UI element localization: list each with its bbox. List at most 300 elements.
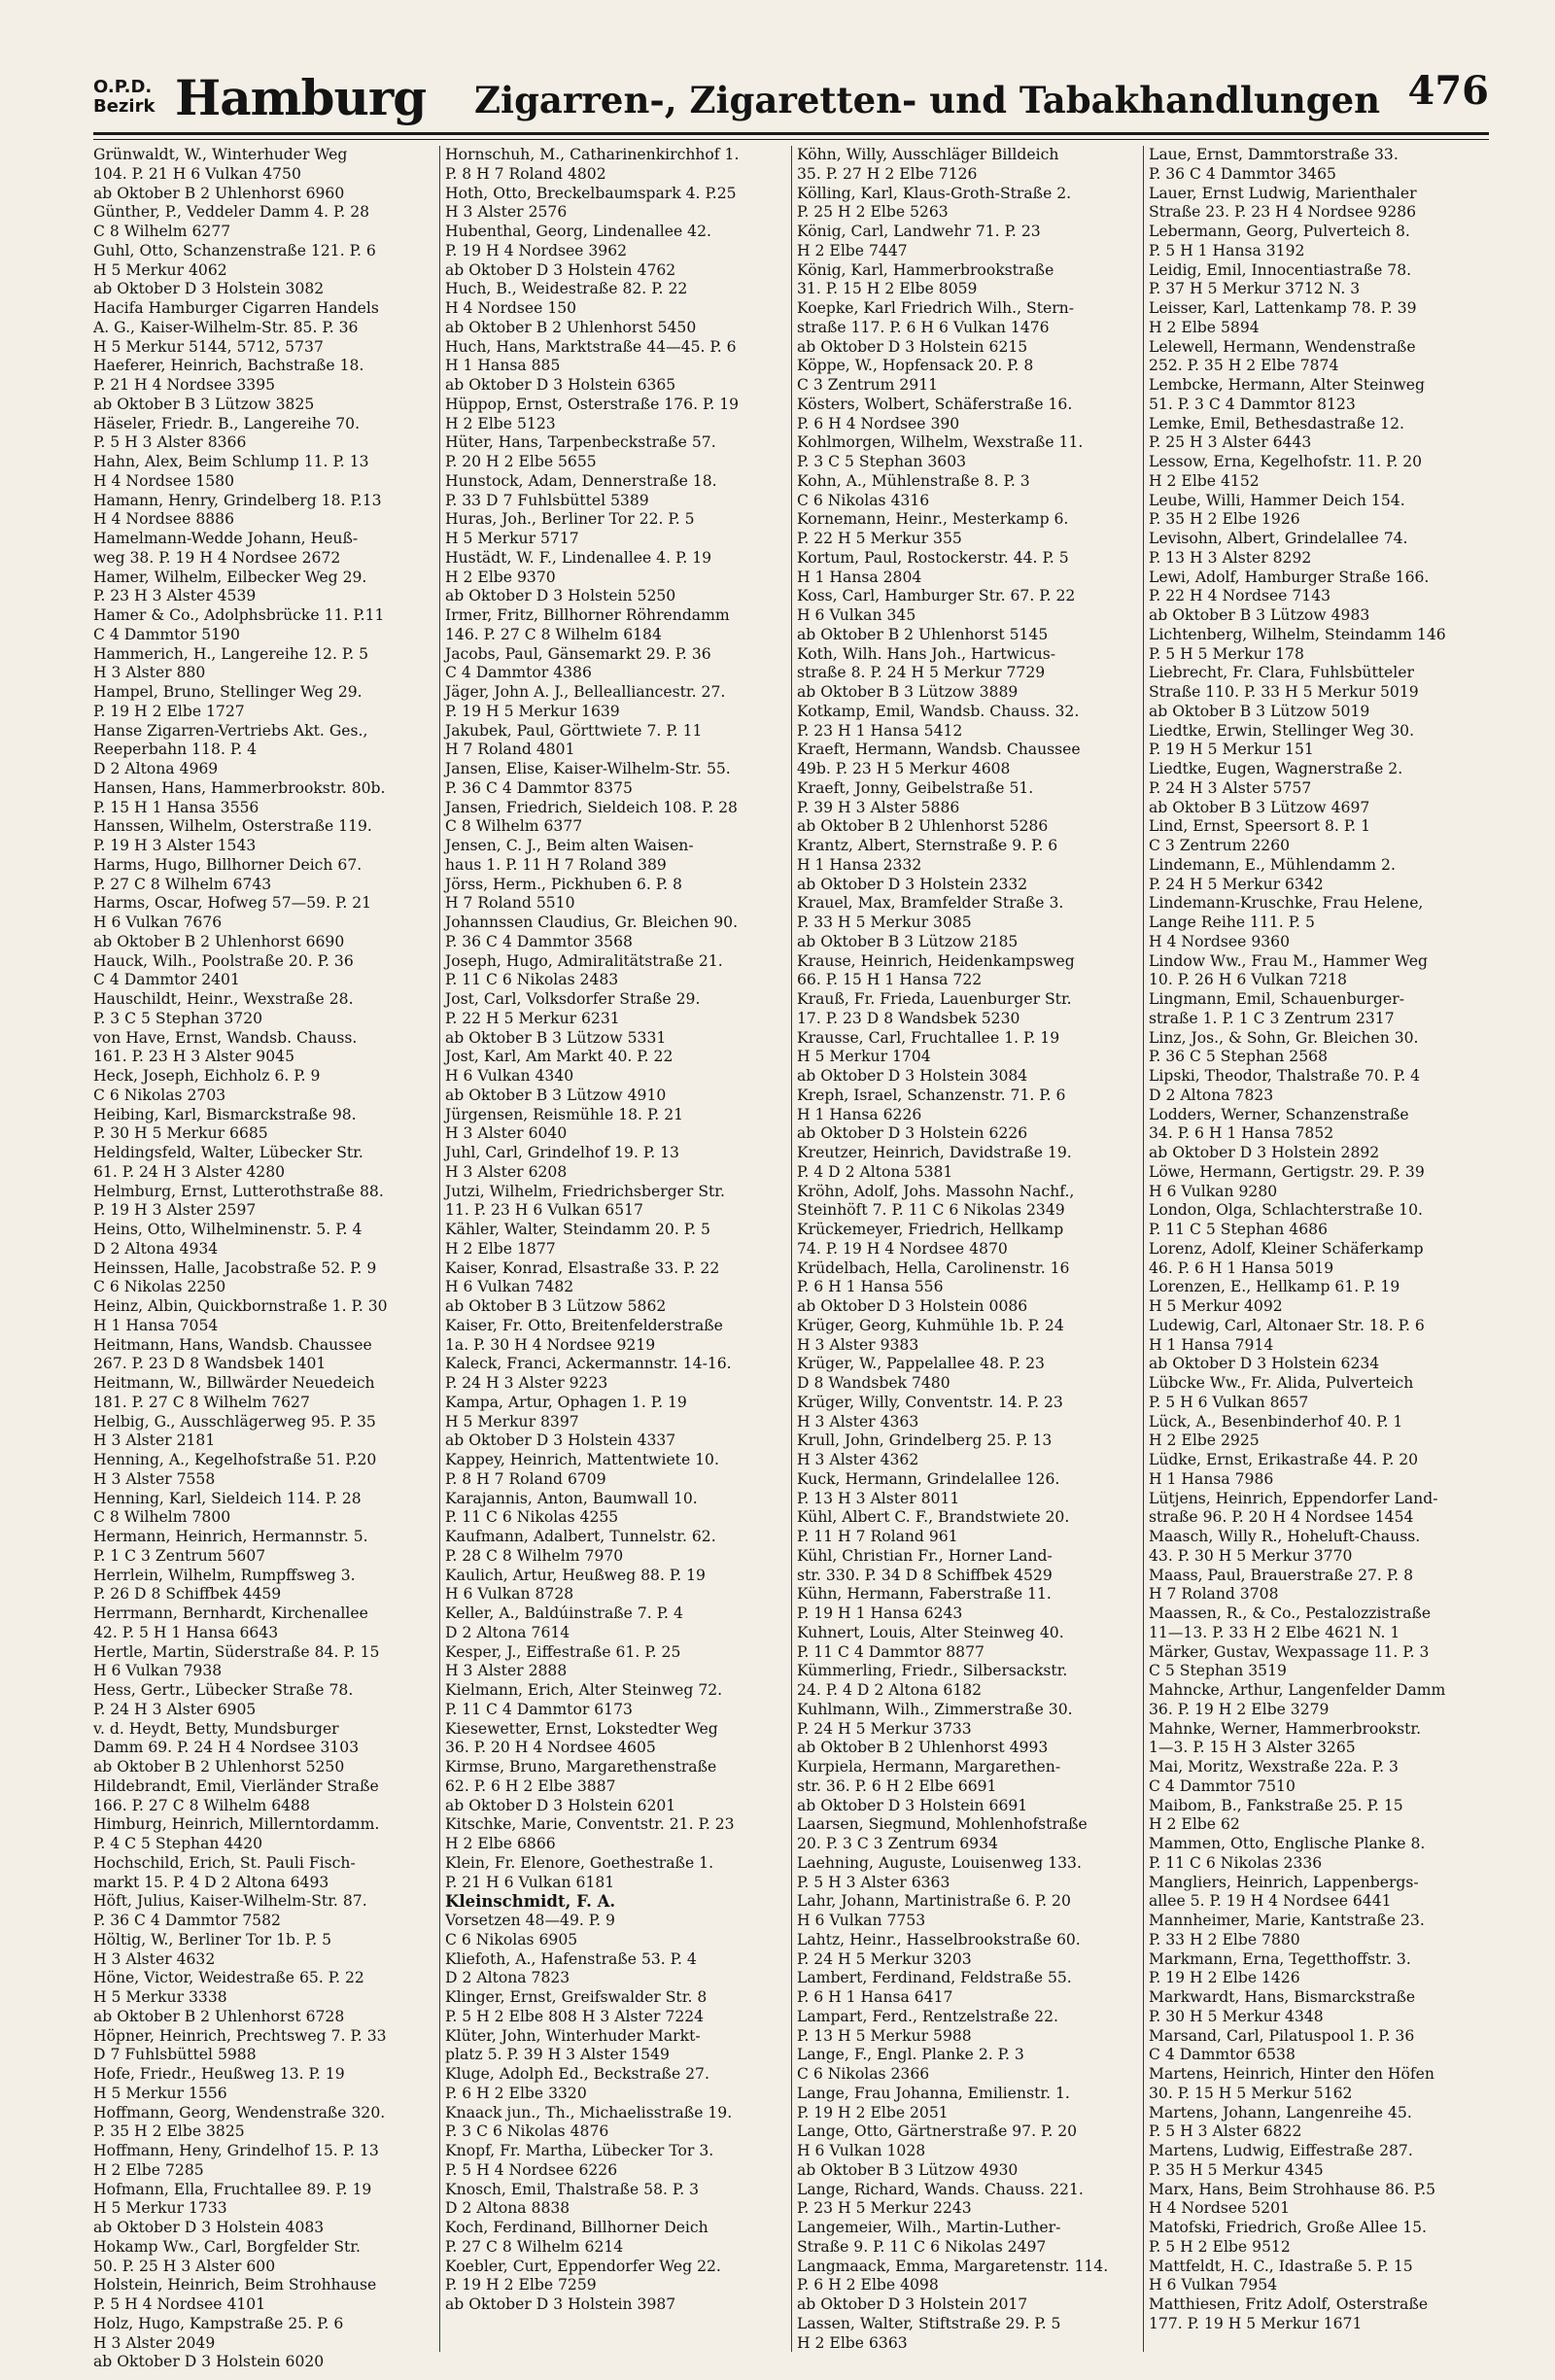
listing-line: D 2 Altona 4934 bbox=[93, 1239, 219, 1258]
listing-line: Himburg, Heinrich, Millerntordamm. bbox=[93, 1815, 380, 1834]
listing-line: P. 5 H 1 Hansa 3192 bbox=[1149, 241, 1305, 259]
listing-line: Höne, Victor, Weidestraße 65. P. 22 bbox=[93, 1969, 364, 1987]
listing-line: ab Oktober B 2 Uhlenhorst 6960 bbox=[93, 184, 345, 202]
listing-line: P. 3 C 5 Stephan 3603 bbox=[797, 453, 967, 470]
listing-line: Liedtke, Erwin, Stellinger Weg 30. bbox=[1149, 721, 1415, 740]
listing-line: Günther, P., Veddeler Damm 4. P. 28 bbox=[93, 203, 370, 222]
column-divider bbox=[1143, 146, 1144, 2352]
listing-line: H 3 Alster 880 bbox=[93, 664, 206, 682]
listing-line: H 6 Vulkan 345 bbox=[797, 606, 916, 624]
listing-line: P. 35 H 2 Elbe 3825 bbox=[93, 2122, 245, 2141]
listing-line: P. 11 H 7 Roland 961 bbox=[797, 1528, 958, 1545]
listing-line: Juhl, Carl, Grindelhof 19. P. 13 bbox=[445, 1144, 679, 1161]
listing-line: Straße 9. P. 11 C 6 Nikolas 2497 bbox=[797, 2237, 1047, 2256]
listing-line: König, Karl, Hammerbrookstraße bbox=[797, 260, 1054, 279]
listing-line: Jansen, Elise, Kaiser-Wilhelm-Str. 55. bbox=[445, 760, 731, 777]
listing-line: Kornemann, Heinr., Mesterkamp 6. bbox=[797, 510, 1069, 529]
listing-line: P. 25 H 2 Elbe 5263 bbox=[797, 203, 949, 222]
listing-line: Vorsetzen 48—49. P. 9 bbox=[445, 1912, 615, 1929]
listing-line: Kampa, Artur, Ophagen 1. P. 19 bbox=[445, 1393, 687, 1411]
listing-line: Hamann, Henry, Grindelberg 18. P.13 bbox=[93, 491, 382, 509]
listing-line: 34. P. 6 H 1 Hansa 7852 bbox=[1149, 1124, 1334, 1143]
listing-line: P. 22 H 5 Merkur 6231 bbox=[445, 1009, 620, 1027]
listing-line: 11. P. 23 H 6 Vulkan 6517 bbox=[445, 1201, 643, 1220]
listing-line: Leube, Willi, Hammer Deich 154. bbox=[1149, 491, 1405, 509]
listing-line: Kohlmorgen, Wilhelm, Wexstraße 11. bbox=[797, 433, 1084, 452]
listing-line: Mai, Moritz, Wexstraße 22a. P. 3 bbox=[1149, 1758, 1399, 1776]
listing-line: Kaulich, Artur, Heußweg 88. P. 19 bbox=[445, 1566, 706, 1584]
listing-line: C 8 Wilhelm 6277 bbox=[93, 223, 231, 240]
listing-line: Höft, Julius, Kaiser-Wilhelm-Str. 87. bbox=[93, 1892, 367, 1911]
listing-line: markt 15. P. 4 D 2 Altona 6493 bbox=[93, 1873, 329, 1891]
listing-line: P. 5 H 3 Alster 6363 bbox=[797, 1873, 950, 1891]
listing-line: ab Oktober D 3 Holstein 4337 bbox=[445, 1431, 676, 1450]
listing-line: Lorenz, Adolf, Kleiner Schäferkamp bbox=[1149, 1239, 1424, 1258]
listing-line: H 7 Roland 5510 bbox=[445, 894, 575, 913]
listing-line: P. 36 C 4 Dammtor 3568 bbox=[445, 932, 633, 950]
listing-line: C 6 Nikolas 6905 bbox=[445, 1930, 578, 1949]
listing-line: P. 21 H 6 Vulkan 6181 bbox=[445, 1873, 615, 1891]
listing-line: Knaack jun., Th., Michaelisstraße 19. bbox=[445, 2103, 733, 2121]
listing-line: Lembcke, Hermann, Alter Steinweg bbox=[1149, 376, 1425, 394]
listing-line: H 2 Elbe 4152 bbox=[1149, 471, 1260, 490]
listing-line: Jäger, John A. J., Bellealliancestr. 27. bbox=[445, 683, 726, 701]
listing-line: Lübcke Ww., Fr. Alida, Pulverteich bbox=[1149, 1374, 1414, 1392]
listing-line: H 3 Alster 2576 bbox=[445, 203, 568, 222]
listing-line: 36. P. 20 H 4 Nordsee 4605 bbox=[445, 1739, 656, 1757]
listing-line: Klinger, Ernst, Greifswalder Str. 8 bbox=[445, 1988, 708, 2006]
listing-line: Hüppop, Ernst, Osterstraße 176. P. 19 bbox=[445, 395, 740, 413]
listing-line: H 3 Alster 9383 bbox=[797, 1335, 919, 1354]
listing-line: Lahtz, Heinr., Hasselbrookstraße 60. bbox=[797, 1930, 1081, 1949]
listing-line: Lelewell, Hermann, Wendenstraße bbox=[1149, 337, 1416, 356]
bezirk-label: Bezirk bbox=[93, 96, 156, 117]
listing-line: 42. P. 5 H 1 Hansa 6643 bbox=[93, 1623, 279, 1641]
listing-line: Hunstock, Adam, Dennerstraße 18. bbox=[445, 471, 717, 490]
listing-line: Irmer, Fritz, Billhorner Röhrendamm bbox=[445, 606, 730, 624]
listing-line: Matthiesen, Fritz Adolf, Osterstraße bbox=[1149, 2295, 1429, 2313]
listing-line: Lingmann, Emil, Schauenburger- bbox=[1149, 990, 1404, 1008]
listing-line: P. 19 H 2 Elbe 1727 bbox=[93, 702, 245, 720]
listing-line: D 2 Altona 4969 bbox=[93, 760, 219, 777]
listing-line: Martens, Heinrich, Hinter den Höfen bbox=[1149, 2065, 1434, 2083]
listing-line: Harms, Oscar, Hofweg 57—59. P. 21 bbox=[93, 894, 372, 913]
listing-line: London, Olga, Schlachterstraße 10. bbox=[1149, 1201, 1423, 1220]
listing-line: C 3 Zentrum 2260 bbox=[1149, 837, 1291, 854]
listing-line: H 2 Elbe 5894 bbox=[1149, 318, 1260, 336]
listing-line: ab Oktober B 3 Lützow 4983 bbox=[1149, 606, 1370, 624]
listing-line: H 4 Nordsee 150 bbox=[445, 299, 577, 317]
listing-line: Hüter, Hans, Tarpenbeckstraße 57. bbox=[445, 433, 716, 452]
listing-line: Hampel, Bruno, Stellinger Weg 29. bbox=[93, 683, 363, 701]
listing-line: H 3 Alster 6208 bbox=[445, 1162, 568, 1181]
listing-line: Kohn, A., Mühlenstraße 8. P. 3 bbox=[797, 471, 1030, 490]
listing-line: Heins, Otto, Wilhelminenstr. 5. P. 4 bbox=[93, 1221, 363, 1238]
listing-line: ab Oktober B 3 Lützow 5019 bbox=[1149, 702, 1370, 720]
listing-line: Damm 69. P. 24 H 4 Nordsee 3103 bbox=[93, 1739, 360, 1757]
listing-line: H 6 Vulkan 7938 bbox=[93, 1662, 223, 1680]
listing-line: Kurpiela, Hermann, Margarethen- bbox=[797, 1758, 1061, 1776]
listing-line: 35. P. 27 H 2 Elbe 7126 bbox=[797, 164, 978, 183]
listing-line: P. 24 H 5 Merkur 6342 bbox=[1149, 875, 1324, 893]
listing-line: Henning, A., Kegelhofstraße 51. P.20 bbox=[93, 1451, 377, 1468]
listing-line: Jensen, C. J., Beim alten Waisen- bbox=[445, 837, 694, 854]
listing-line: ab Oktober B 3 Lützow 5331 bbox=[445, 1028, 667, 1047]
listing-line: C 4 Dammtor 6538 bbox=[1149, 2046, 1296, 2064]
listing-line: Hamer & Co., Adolphsbrücke 11. P.11 bbox=[93, 606, 385, 624]
listing-line: Lebermann, Georg, Pulverteich 8. bbox=[1149, 223, 1410, 240]
listing-line: Lorenzen, E., Hellkamp 61. P. 19 bbox=[1149, 1278, 1400, 1296]
listing-line: 10. P. 26 H 6 Vulkan 7218 bbox=[1149, 971, 1347, 989]
listing-line: H 3 Alster 2181 bbox=[93, 1431, 216, 1450]
listing-line: Kluge, Adolph Ed., Beckstraße 27. bbox=[445, 2065, 709, 2083]
listing-line: 177. P. 19 H 5 Merkur 1671 bbox=[1149, 2314, 1363, 2332]
listing-line: Lauer, Ernst Ludwig, Marienthaler bbox=[1149, 184, 1417, 202]
listing-line: Häseler, Friedr. B., Langereihe 70. bbox=[93, 414, 361, 432]
listing-line: H 3 Alster 2049 bbox=[93, 2333, 216, 2352]
listing-line: H 6 Vulkan 9280 bbox=[1149, 1182, 1278, 1200]
listing-line: Lessow, Erna, Kegelhofstr. 11. P. 20 bbox=[1149, 453, 1423, 470]
listing-line: 146. P. 27 C 8 Wilhelm 6184 bbox=[445, 625, 662, 643]
listing-line: Kleinschmidt, F. A. bbox=[445, 1892, 616, 1912]
listing-line: Köppe, W., Hopfensack 20. P. 8 bbox=[797, 357, 1034, 375]
listing-line: straße 1. P. 1 C 3 Zentrum 2317 bbox=[1149, 1009, 1395, 1027]
opd-abbrev: O.P.D. bbox=[93, 77, 153, 97]
listing-line: H 2 Elbe 5123 bbox=[445, 414, 556, 432]
listing-line: Guhl, Otto, Schanzenstraße 121. P. 6 bbox=[93, 241, 376, 259]
listing-line: Huras, Joh., Berliner Tor 22. P. 5 bbox=[445, 510, 695, 529]
listing-line: P. 5 H 2 Elbe 808 H 3 Alster 7224 bbox=[445, 2007, 705, 2025]
listing-line: Hamelmann-Wedde Johann, Heuß- bbox=[93, 530, 359, 547]
listing-line: Lange, Richard, Wands. Chauss. 221. bbox=[797, 2180, 1084, 2198]
listing-line: Kesper, J., Eiffestraße 61. P. 25 bbox=[445, 1642, 681, 1661]
listing-line: Levisohn, Albert, Grindelallee 74. bbox=[1149, 530, 1408, 547]
listing-line: platz 5. P. 39 H 3 Alster 1549 bbox=[445, 2046, 670, 2064]
listing-line: ab Oktober D 3 Holstein 5250 bbox=[445, 587, 676, 605]
listing-line: ab Oktober D 3 Holstein 3987 bbox=[445, 2295, 676, 2313]
listing-line: straße 8. P. 24 H 5 Merkur 7729 bbox=[797, 664, 1046, 682]
listing-line: 46. P. 6 H 1 Hansa 5019 bbox=[1149, 1259, 1334, 1277]
listing-line: Lindemann, E., Mühlendamm 2. bbox=[1149, 855, 1396, 874]
listing-line: P. 35 H 2 Elbe 1926 bbox=[1149, 510, 1300, 529]
listing-line: C 3 Zentrum 2911 bbox=[797, 376, 939, 394]
listing-line: P. 6 H 4 Nordsee 390 bbox=[797, 414, 960, 432]
listing-line: H 6 Vulkan 8728 bbox=[445, 1585, 574, 1604]
listing-line: Hochschild, Erich, St. Pauli Fisch- bbox=[93, 1853, 356, 1872]
listing-line: Lange Reihe 111. P. 5 bbox=[1149, 914, 1315, 931]
header-rule-thin bbox=[93, 139, 1489, 140]
listing-line: H 2 Elbe 9370 bbox=[445, 568, 556, 586]
listing-line: P. 11 C 6 Nikolas 4255 bbox=[445, 1508, 619, 1527]
listing-line: Hess, Gertr., Lübecker Straße 78. bbox=[93, 1681, 354, 1699]
listing-line: Heck, Joseph, Eichholz 6. P. 9 bbox=[93, 1067, 321, 1085]
listing-line: Hauschildt, Heinr., Wexstraße 28. bbox=[93, 990, 354, 1008]
listing-line: Hoffmann, Heny, Grindelhof 15. P. 13 bbox=[93, 2142, 379, 2159]
listing-line: Lange, Frau Johanna, Emilienstr. 1. bbox=[797, 2084, 1070, 2102]
listing-line: P. 6 H 1 Hansa 6417 bbox=[797, 1988, 953, 2006]
listing-line: Laue, Ernst, Dammtorstraße 33. bbox=[1149, 146, 1399, 163]
listing-line: Kortum, Paul, Rostockerstr. 44. P. 5 bbox=[797, 548, 1069, 567]
listing-line: Maibom, B., Fankstraße 25. P. 15 bbox=[1149, 1796, 1403, 1814]
listing-line: Laehning, Auguste, Louisenweg 133. bbox=[797, 1853, 1082, 1872]
listing-line: Jacobs, Paul, Gänsemarkt 29. P. 36 bbox=[445, 644, 711, 663]
listing-line: Koch, Ferdinand, Billhorner Deich bbox=[445, 2219, 708, 2236]
listing-line: ab Oktober D 3 Holstein 6215 bbox=[797, 337, 1028, 356]
listing-line: Lindemann-Kruschke, Frau Helene, bbox=[1149, 894, 1424, 913]
listing-line: Herrmann, Bernhardt, Kirchenallee bbox=[93, 1604, 368, 1622]
listing-line: P. 27 C 8 Wilhelm 6743 bbox=[93, 875, 272, 893]
listing-line: H 3 Alster 4363 bbox=[797, 1412, 919, 1431]
listing-line: Johannssen Claudius, Gr. Bleichen 90. bbox=[445, 914, 739, 931]
listing-line: P. 4 D 2 Altona 5381 bbox=[797, 1162, 953, 1181]
listing-line: P. 11 C 4 Dammtor 6173 bbox=[445, 1700, 633, 1718]
listing-line: von Have, Ernst, Wandsb. Chauss. bbox=[93, 1028, 358, 1047]
listing-line: haus 1. P. 11 H 7 Roland 389 bbox=[445, 855, 667, 874]
listing-line: Kümmerling, Friedr., Silbersackstr. bbox=[797, 1662, 1068, 1680]
listing-line: 62. P. 6 H 2 Elbe 3887 bbox=[445, 1776, 616, 1795]
listing-line: P. 6 H 2 Elbe 3320 bbox=[445, 2084, 587, 2102]
listing-line: Maasch, Willy R., Hoheluft-Chauss. bbox=[1149, 1528, 1421, 1545]
listing-line: 24. P. 4 D 2 Altona 6182 bbox=[797, 1681, 983, 1699]
listing-line: Lahr, Johann, Martinistraße 6. P. 20 bbox=[797, 1892, 1071, 1911]
listing-line: C 4 Dammtor 2401 bbox=[93, 971, 240, 989]
listing-line: Heibing, Karl, Bismarckstraße 98. bbox=[93, 1105, 357, 1123]
listing-line: Kösters, Wolbert, Schäferstraße 16. bbox=[797, 395, 1073, 413]
listing-line: H 4 Nordsee 9360 bbox=[1149, 932, 1291, 950]
listing-line: P. 24 H 5 Merkur 3203 bbox=[797, 1949, 972, 1968]
listing-line: Kölling, Karl, Klaus-Groth-Straße 2. bbox=[797, 184, 1072, 202]
listing-line: 17. P. 23 D 8 Wandsbek 5230 bbox=[797, 1009, 1020, 1027]
listing-line: P. 5 H 3 Alster 6822 bbox=[1149, 2122, 1302, 2141]
listing-line: Kühl, Albert C. F., Brandstwiete 20. bbox=[797, 1508, 1070, 1527]
listing-line: Marsand, Carl, Pilatuspool 1. P. 36 bbox=[1149, 2026, 1415, 2045]
listing-line: P. 24 H 3 Alster 5757 bbox=[1149, 778, 1312, 797]
listing-line: P. 19 H 5 Merkur 151 bbox=[1149, 741, 1314, 759]
listing-line: Leisser, Karl, Lattenkamp 78. P. 39 bbox=[1149, 299, 1417, 317]
listing-line: ab Oktober B 3 Lützow 2185 bbox=[797, 932, 1019, 950]
listing-line: ab Oktober B 2 Uhlenhorst 6728 bbox=[93, 2007, 345, 2025]
listing-line: ab Oktober B 2 Uhlenhorst 4993 bbox=[797, 1739, 1049, 1757]
listing-line: P. 19 H 2 Elbe 1426 bbox=[1149, 1969, 1300, 1987]
listing-line: Klüter, John, Winterhuder Markt- bbox=[445, 2026, 701, 2045]
listing-line: Heinz, Albin, Quickbornstraße 1. P. 30 bbox=[93, 1297, 388, 1315]
listing-line: H 6 Vulkan 1028 bbox=[797, 2142, 926, 2159]
listing-line: P. 19 H 2 Elbe 7259 bbox=[445, 2276, 597, 2294]
listing-line: P. 27 C 8 Wilhelm 6214 bbox=[445, 2237, 624, 2256]
listing-line: Märker, Gustav, Wexpassage 11. P. 3 bbox=[1149, 1642, 1430, 1661]
listing-line: Herrlein, Wilhelm, Rumpffsweg 3. bbox=[93, 1566, 356, 1584]
listing-line: H 6 Vulkan 7482 bbox=[445, 1278, 574, 1296]
listing-line: Hofe, Friedr., Heußweg 13. P. 19 bbox=[93, 2065, 345, 2083]
listing-line: Krüger, W., Pappelallee 48. P. 23 bbox=[797, 1355, 1045, 1373]
listing-line: P. 36 C 4 Dammtor 3465 bbox=[1149, 164, 1336, 183]
listing-line: H 6 Vulkan 7676 bbox=[93, 914, 223, 931]
listing-line: Mannheimer, Marie, Kantstraße 23. bbox=[1149, 1912, 1425, 1929]
listing-line: Holstein, Heinrich, Beim Strohhause bbox=[93, 2276, 377, 2294]
listing-line: Hoffmann, Georg, Wendenstraße 320. bbox=[93, 2103, 386, 2121]
listing-line: C 6 Nikolas 4316 bbox=[797, 491, 930, 509]
listing-line: H 6 Vulkan 7753 bbox=[797, 1912, 926, 1929]
listing-line: D 2 Altona 8838 bbox=[445, 2199, 570, 2218]
listing-line: Steinhöft 7. P. 11 C 6 Nikolas 2349 bbox=[797, 1201, 1065, 1220]
listing-line: ab Oktober B 3 Lützow 3825 bbox=[93, 395, 315, 413]
listing-line: Lipski, Theodor, Thalstraße 70. P. 4 bbox=[1149, 1067, 1421, 1085]
listing-line: 30. P. 15 H 5 Merkur 5162 bbox=[1149, 2084, 1353, 2102]
listing-line: 1a. P. 30 H 4 Nordsee 9219 bbox=[445, 1335, 656, 1354]
listing-line: Koss, Carl, Hamburger Str. 67. P. 22 bbox=[797, 587, 1076, 605]
listing-line: Lind, Ernst, Speersort 8. P. 1 bbox=[1149, 817, 1370, 836]
listing-line: ab Oktober B 2 Uhlenhorst 5450 bbox=[445, 318, 697, 336]
listing-line: C 4 Dammtor 7510 bbox=[1149, 1776, 1296, 1795]
listing-line: Reeperbahn 118. P. 4 bbox=[93, 741, 258, 759]
listing-line: P. 24 H 5 Merkur 3733 bbox=[797, 1719, 972, 1738]
listing-line: P. 23 H 5 Merkur 2243 bbox=[797, 2199, 972, 2218]
listing-line: Kuck, Hermann, Grindelallee 126. bbox=[797, 1469, 1060, 1488]
listing-line: Kaiser, Konrad, Elsastraße 33. P. 22 bbox=[445, 1259, 720, 1277]
listing-line: Maassen, R., & Co., Pestalozzistraße bbox=[1149, 1604, 1432, 1622]
listing-line: ab Oktober B 3 Lützow 4697 bbox=[1149, 798, 1370, 816]
listing-column-3 bbox=[797, 146, 1137, 2352]
listing-line: Ludewig, Carl, Altonaer Str. 18. P. 6 bbox=[1149, 1316, 1425, 1334]
listing-line: P. 19 H 4 Nordsee 3962 bbox=[445, 241, 628, 259]
listing-line: Martens, Ludwig, Eiffestraße 287. bbox=[1149, 2142, 1413, 2159]
listing-line: Kaleck, Franci, Ackermannstr. 14-16. bbox=[445, 1355, 732, 1373]
listing-line: P. 33 D 7 Fuhlsbüttel 5389 bbox=[445, 491, 649, 509]
listing-line: Kraeft, Hermann, Wandsb. Chaussee bbox=[797, 741, 1081, 759]
listing-line: C 5 Stephan 3519 bbox=[1149, 1662, 1287, 1680]
listing-line: Hacifa Hamburger Cigarren Handels bbox=[93, 299, 379, 317]
listing-line: Linz, Jos., & Sohn, Gr. Bleichen 30. bbox=[1149, 1028, 1419, 1047]
listing-line: 50. P. 25 H 3 Alster 600 bbox=[93, 2257, 276, 2275]
listing-line: P. 5 H 2 Elbe 9512 bbox=[1149, 2237, 1291, 2256]
listing-line: Mammen, Otto, Englische Planke 8. bbox=[1149, 1835, 1426, 1852]
listing-line: H 2 Elbe 7447 bbox=[797, 241, 908, 259]
listing-line: Hanssen, Wilhelm, Osterstraße 119. bbox=[93, 817, 372, 836]
listing-line: 181. P. 27 C 8 Wilhelm 7627 bbox=[93, 1393, 310, 1411]
listing-line: ab Oktober B 3 Lützow 4910 bbox=[445, 1086, 667, 1104]
listing-line: Koepke, Karl Friedrich Wilh., Stern- bbox=[797, 299, 1074, 317]
listing-line: H 5 Merkur 3338 bbox=[93, 1988, 227, 2006]
listing-line: Liebrecht, Fr. Clara, Fuhlsbütteler bbox=[1149, 664, 1414, 682]
listing-line: Lichtenberg, Wilhelm, Steindamm 146 bbox=[1149, 625, 1446, 643]
listing-line: Grünwaldt, W., Winterhuder Weg bbox=[93, 146, 348, 163]
listing-line: P. 8 H 7 Roland 6709 bbox=[445, 1469, 606, 1488]
listing-line: H 3 Alster 4362 bbox=[797, 1451, 919, 1468]
listing-line: Krüger, Willy, Conventstr. 14. P. 23 bbox=[797, 1393, 1063, 1411]
listing-line: Kotkamp, Emil, Wandsb. Chauss. 32. bbox=[797, 702, 1080, 720]
listing-line: 51. P. 3 C 4 Dammtor 8123 bbox=[1149, 395, 1356, 413]
listing-line: P. 39 H 3 Alster 5886 bbox=[797, 798, 960, 816]
listing-line: Klein, Fr. Elenore, Goethestraße 1. bbox=[445, 1853, 714, 1872]
listing-line: Koebler, Curt, Eppendorfer Weg 22. bbox=[445, 2257, 721, 2275]
listing-line: H 2 Elbe 2925 bbox=[1149, 1431, 1260, 1450]
listing-line: Lange, Otto, Gärtnerstraße 97. P. 20 bbox=[797, 2122, 1078, 2141]
listing-line: ab Oktober B 3 Lützow 5862 bbox=[445, 1297, 667, 1315]
listing-line: P. 36 C 4 Dammtor 7582 bbox=[93, 1912, 281, 1929]
listing-line: 267. P. 23 D 8 Wandsbek 1401 bbox=[93, 1355, 327, 1373]
listing-line: P. 3 C 5 Stephan 3720 bbox=[93, 1009, 263, 1027]
listing-line: P. 19 H 5 Merkur 1639 bbox=[445, 702, 620, 720]
listing-line: P. 23 H 3 Alster 4539 bbox=[93, 587, 257, 605]
listing-line: 161. P. 23 H 3 Alster 9045 bbox=[93, 1048, 294, 1066]
listing-line: H 5 Merkur 8397 bbox=[445, 1412, 579, 1431]
listing-line: P. 11 C 5 Stephan 4686 bbox=[1149, 1221, 1328, 1238]
listing-line: P. 21 H 4 Nordsee 3395 bbox=[93, 376, 276, 394]
listing-line: Lüdke, Ernst, Erikastraße 44. P. 20 bbox=[1149, 1451, 1419, 1468]
listing-line: H 3 Alster 2888 bbox=[445, 1662, 568, 1680]
listing-line: C 6 Nikolas 2366 bbox=[797, 2065, 930, 2083]
listing-line: Kreutzer, Heinrich, Davidstraße 19. bbox=[797, 1144, 1072, 1161]
listing-line: Hamer, Wilhelm, Eilbecker Weg 29. bbox=[93, 568, 367, 586]
listing-line: P. 19 H 3 Alster 2597 bbox=[93, 1201, 257, 1220]
listing-column-4 bbox=[1149, 146, 1489, 2352]
listing-line: Straße 23. P. 23 H 4 Nordsee 9286 bbox=[1149, 203, 1417, 222]
listing-line: Lassen, Walter, Stiftstraße 29. P. 5 bbox=[797, 2314, 1061, 2332]
listing-line: Hildebrandt, Emil, Vierländer Straße bbox=[93, 1776, 379, 1795]
listing-line: H 2 Elbe 6866 bbox=[445, 1835, 556, 1852]
listing-line: 66. P. 15 H 1 Hansa 722 bbox=[797, 971, 983, 989]
listing-line: Heinssen, Halle, Jacobstraße 52. P. 9 bbox=[93, 1259, 377, 1277]
listing-line: Huch, B., Weidestraße 82. P. 22 bbox=[445, 280, 688, 298]
listing-line: C 4 Dammtor 5190 bbox=[93, 625, 240, 643]
listing-line: Markwardt, Hans, Bismarckstraße bbox=[1149, 1988, 1416, 2006]
listing-line: 49b. P. 23 H 5 Merkur 4608 bbox=[797, 760, 1011, 777]
listing-line: D 8 Wandsbek 7480 bbox=[797, 1374, 950, 1392]
page-number: 476 bbox=[1407, 68, 1489, 114]
listing-line: Hammerich, H., Langereihe 12. P. 5 bbox=[93, 644, 369, 663]
listing-line: P. 6 H 1 Hansa 556 bbox=[797, 1278, 944, 1296]
listing-line: Mahnke, Werner, Hammerbrookstr. bbox=[1149, 1719, 1422, 1738]
listing-line: 252. P. 35 H 2 Elbe 7874 bbox=[1149, 357, 1339, 375]
listing-line: P. 28 C 8 Wilhelm 7970 bbox=[445, 1546, 624, 1565]
listing-line: Lambert, Ferdinand, Feldstraße 55. bbox=[797, 1969, 1072, 1987]
listing-line: Matofski, Friedrich, Große Allee 15. bbox=[1149, 2219, 1427, 2236]
listing-line: Lampart, Ferd., Rentzelstraße 22. bbox=[797, 2007, 1058, 2025]
listing-line: Kirmse, Bruno, Margarethenstraße bbox=[445, 1758, 717, 1776]
listing-line: P. 13 H 3 Alster 8292 bbox=[1149, 548, 1312, 567]
listing-line: v. d. Heydt, Betty, Mundsburger bbox=[93, 1719, 339, 1738]
district-label bbox=[93, 78, 155, 117]
listing-line: ab Oktober B 2 Uhlenhorst 5250 bbox=[93, 1758, 345, 1776]
listing-line: P. 11 C 6 Nikolas 2483 bbox=[445, 971, 619, 989]
listing-line: H 4 Nordsee 1580 bbox=[93, 471, 235, 490]
listing-line: 166. P. 27 C 8 Wilhelm 6488 bbox=[93, 1796, 310, 1814]
listing-line: P. 25 H 3 Alster 6443 bbox=[1149, 433, 1312, 452]
listing-line: ab Oktober D 3 Holstein 6201 bbox=[445, 1796, 676, 1814]
listing-line: Jutzi, Wilhelm, Friedrichsberger Str. bbox=[445, 1182, 725, 1200]
listing-line: C 8 Wilhelm 6377 bbox=[445, 817, 583, 836]
listing-line: P. 24 H 3 Alster 6905 bbox=[93, 1700, 257, 1718]
listing-line: Höpner, Heinrich, Prechtsweg 7. P. 33 bbox=[93, 2026, 387, 2045]
listing-line: Löwe, Hermann, Gertigstr. 29. P. 39 bbox=[1149, 1162, 1425, 1181]
header-rule-thick bbox=[93, 132, 1489, 135]
listing-line: P. 36 C 4 Dammtor 8375 bbox=[445, 778, 633, 797]
listing-line: Kähler, Walter, Steindamm 20. P. 5 bbox=[445, 1221, 710, 1238]
listing-column-1 bbox=[93, 146, 433, 2371]
listing-line: Hanse Zigarren-Vertriebs Akt. Ges., bbox=[93, 721, 368, 740]
listing-line: D 7 Fuhlsbüttel 5988 bbox=[93, 2046, 257, 2064]
column-divider bbox=[791, 146, 792, 2352]
listing-line: P. 5 H 4 Nordsee 4101 bbox=[93, 2295, 266, 2313]
listing-line: Hustädt, W. F., Lindenallee 4. P. 19 bbox=[445, 548, 712, 567]
listing-line: Höltig, W., Berliner Tor 1b. P. 5 bbox=[93, 1930, 332, 1949]
listing-line: Haeferer, Heinrich, Bachstraße 18. bbox=[93, 357, 364, 375]
listing-line: Hokamp Ww., Carl, Borgfelder Str. bbox=[93, 2237, 361, 2256]
listing-line: P. 22 H 5 Merkur 355 bbox=[797, 530, 962, 547]
listing-line: Mangliers, Heinrich, Lappenbergs- bbox=[1149, 1873, 1419, 1891]
listing-line: ab Oktober D 3 Holstein 2332 bbox=[797, 875, 1028, 893]
listing-line: Krull, John, Grindelberg 25. P. 13 bbox=[797, 1431, 1053, 1450]
